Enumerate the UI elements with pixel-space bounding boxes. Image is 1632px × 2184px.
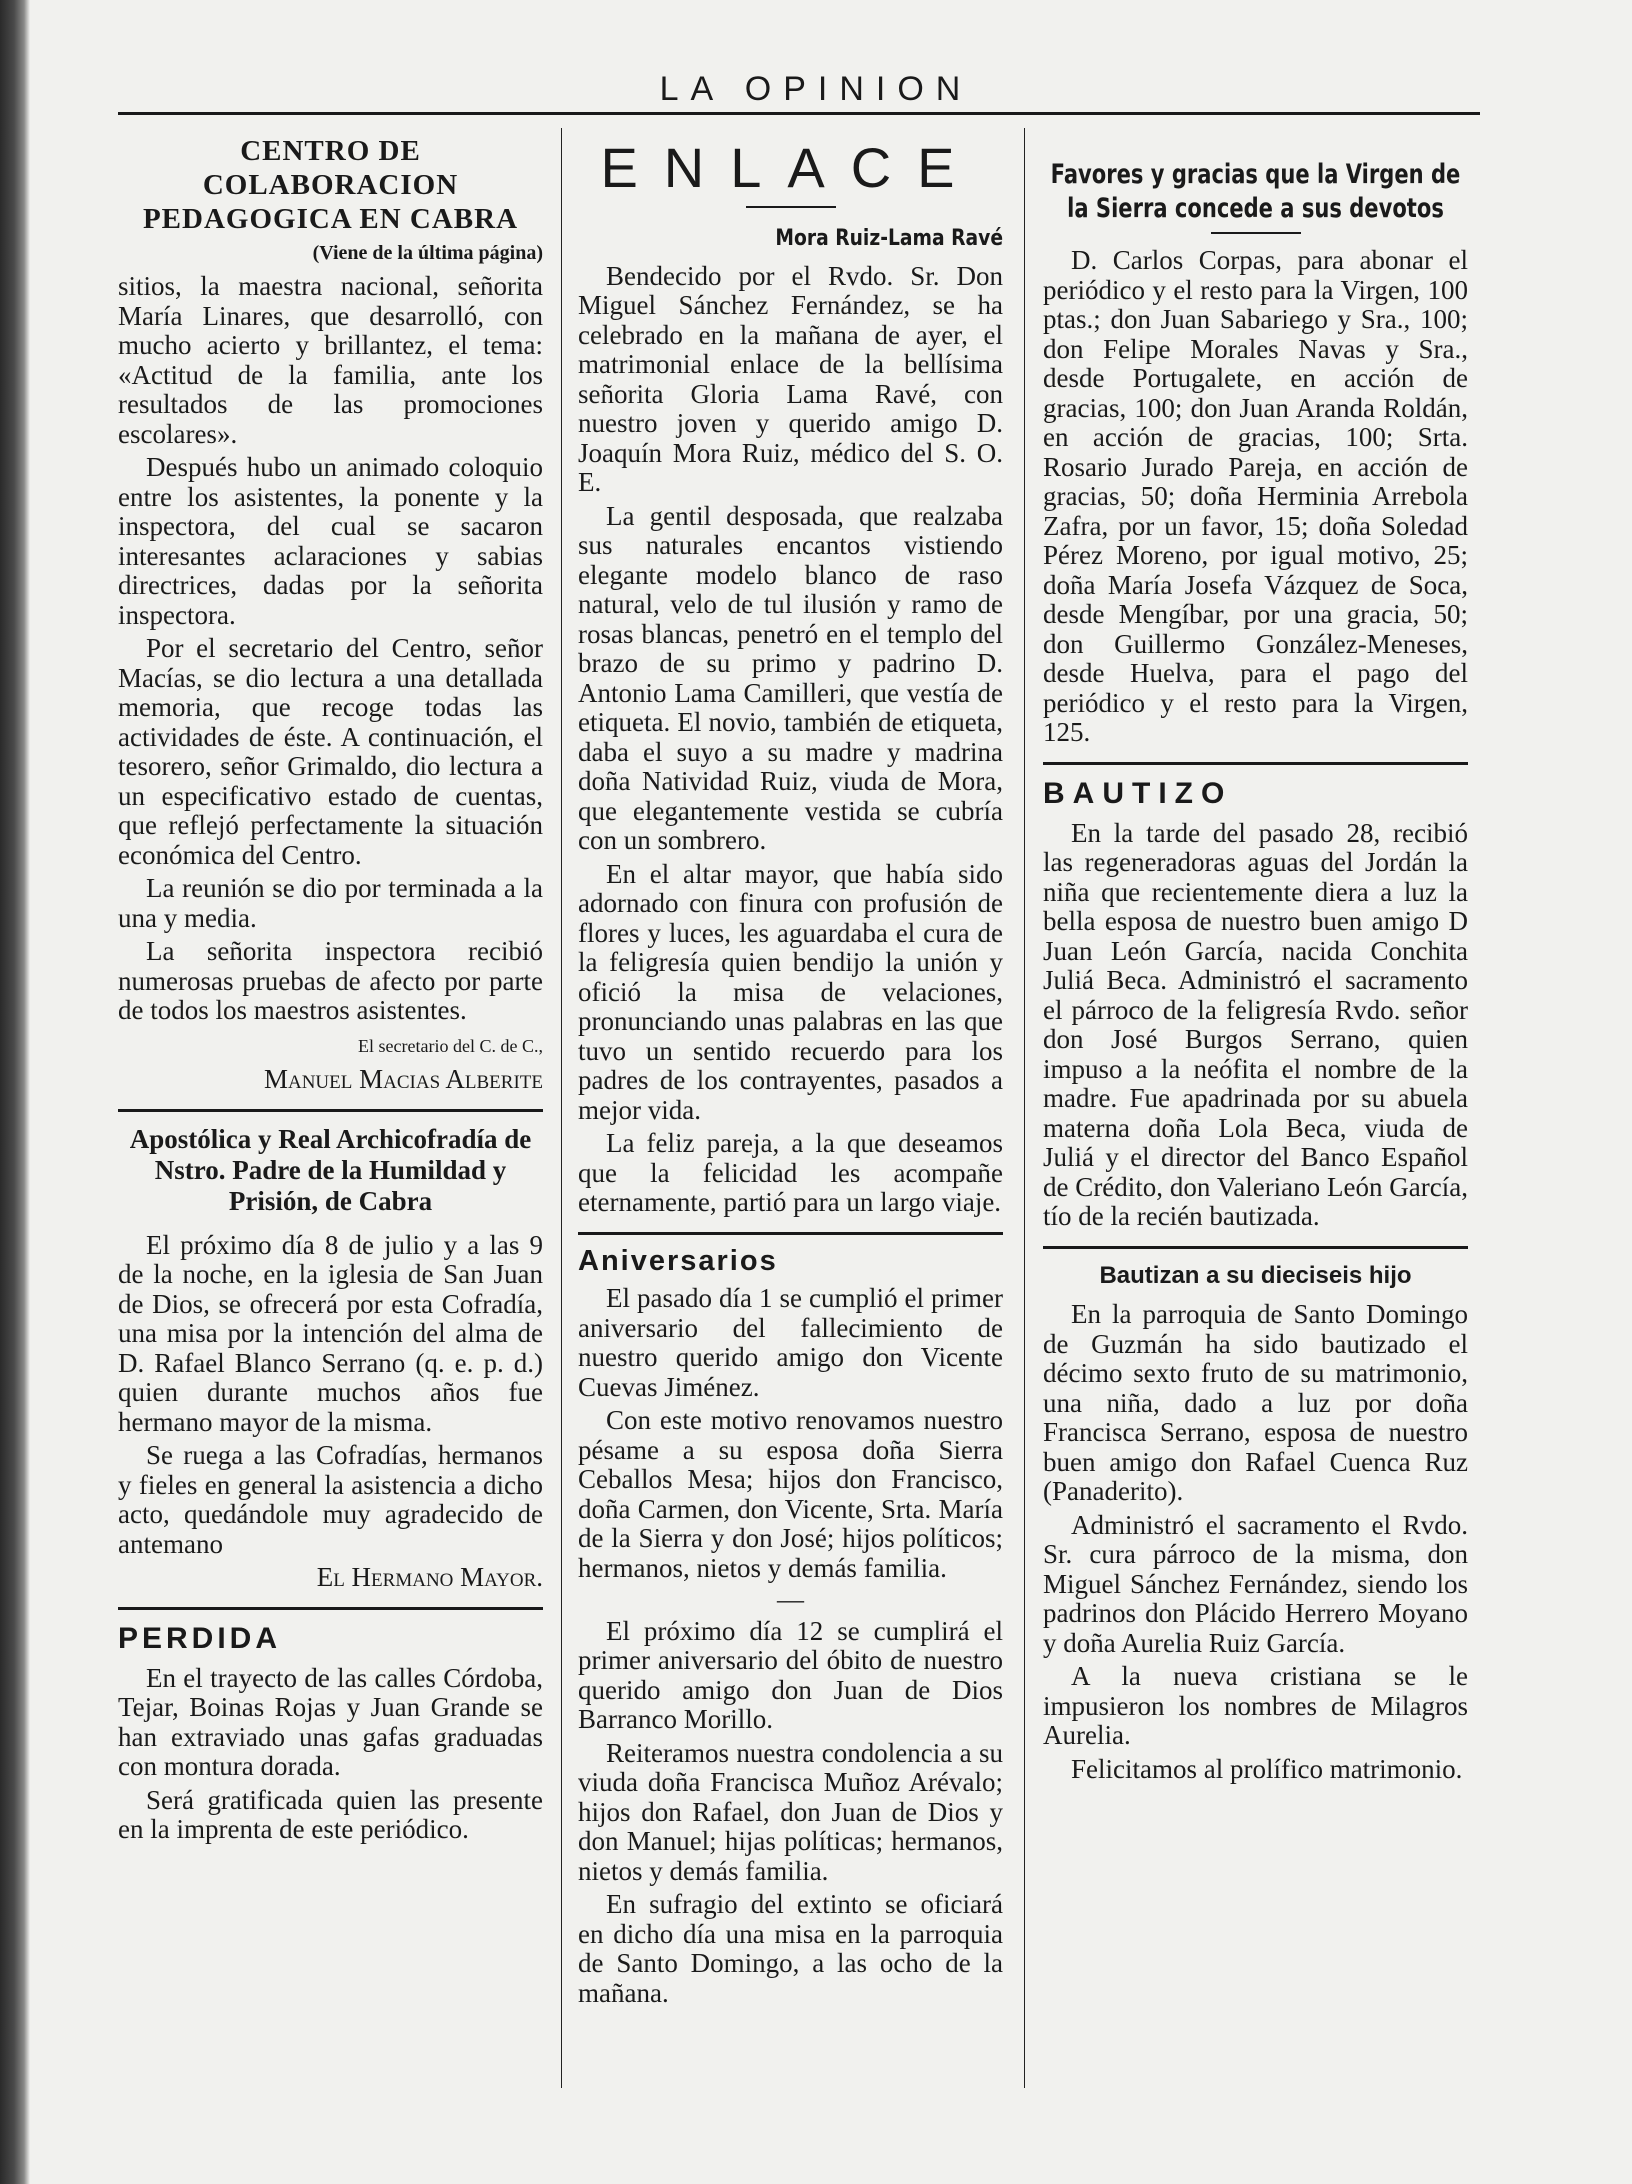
article-body-cofradia (118, 1231, 543, 1560)
column-divider (561, 128, 562, 2088)
paragraph: Después hubo un animado coloquio entre los asistentes, la ponente y la inspectora, del cual se sacaron interesantes aclaraciones y sabias directrices, dadas por la señorita inspectora. (118, 452, 543, 630)
separator-dash: — (777, 1584, 804, 1614)
masthead-rule (118, 112, 1480, 115)
page-binding-edge (0, 0, 30, 2184)
article-body-bautizan (1043, 1300, 1468, 1784)
paragraph: Será gratificada quien las presente en la imprenta de este periódico. (118, 1784, 543, 1844)
title-underline (1211, 232, 1301, 234)
column-middle (578, 128, 1003, 2008)
column-left (118, 128, 543, 1845)
paragraph: D. Carlos Corpas, para abonar el periódico y el resto para la Virgen, 100 ptas.; don Juan Sabariego y Sra., 100; don Felipe Morales Navas y Sra., desde Portugalete, en acción de gracias, 100; don Juan Aranda Roldán, en acción de gracias, 100; Srta. Rosario Jurado Pareja, en acción de gracias, 50; doña Herminia Arrebola Zafra, por un favor, 15; doña Soledad Pérez Moreno, por igual motivo, 25; doña María Josefa Vázquez de Soca, desde Mengíbar, por una gracia, 50; don Guillermo González-Meneses, desde Huelva, para el pago del periódico y el resto para la Virgen, 125. (1043, 245, 1468, 747)
article-subtitle-enlace: Mora Ruiz-Lama Ravé (775, 226, 1003, 251)
paragraph: La feliz pareja, a la que deseamos que la felicidad les acompañe eternamente, partió para un largo viaje. (578, 1128, 1003, 1217)
paragraph: Bendecido por el Rvdo. Sr. Don Miguel Sánchez Fernández, se ha celebrado en la mañana de ayer, el matrimonial enlace de la bellísima señorita Gloria Lama Ravé, con nuestro joven y querido amigo D. Joaquín Mora Ruiz, médico del S. O. E. (578, 260, 1003, 497)
paragraph: Con este motivo renovamos nuestro pésame a su esposa doña Sierra Ceballos Mesa; hijos don Francisco, doña Carmen, don Vicente, Srta. María de la Sierra y don José; hijos políticos; hermanos, nietos y demás familia. (578, 1405, 1003, 1583)
paragraph: A la nueva cristiana se le impusieron los nombres de Milagros Aurelia. (1043, 1661, 1468, 1750)
article-title-enlace: ENLACE (600, 136, 981, 199)
masthead: LA OPINION (659, 70, 973, 108)
paragraph: En la parroquia de Santo Domingo de Guzmán ha sido bautizado el décimo sexto fruto de su matrimonio, una niña, dado a luz por doña Francisca Serrano, esposa de nuestro buen amigo don Rafael Cuenca Ruz (Panaderito). (1043, 1299, 1468, 1506)
section-rule (118, 1607, 543, 1610)
title-underline (746, 206, 836, 208)
paragraph: La señorita inspectora recibió numerosas pruebas de afecto por parte de todos los maestros asistentes. (118, 936, 543, 1025)
paragraph: En el trayecto de las calles Córdoba, Tejar, Boinas Rojas y Juan Grande se han extraviado unas gafas graduadas con montura dorada. (118, 1662, 543, 1781)
signature-name: El Hermano Mayor. (316, 1562, 543, 1592)
section-rule (578, 1232, 1003, 1235)
paragraph: El pasado día 1 se cumplió el primer aniversario del fallecimiento de nuestro querido amigo don Vicente Cuevas Jiménez. (578, 1283, 1003, 1402)
paragraph: En la tarde del pasado 28, recibió las regeneradoras aguas del Jordán la niña que recientemente diera a luz la bella esposa de nuestro buen amigo D Juan León García, nacida Conchita Juliá Beca. Administró el sacramento el párroco de la feligresía Rvdo. señor don José Burgos Serrano, quien impuso a la neófita el nombre de la madre. Fue apadrinada por su abuela materna doña Lola Beca, viuda de Juliá y el director del Banco Español de Crédito, don Valeriano León García, tío de la recién bautizada. (1043, 817, 1468, 1231)
column-right (1043, 128, 1468, 1784)
paragraph: sitios, la maestra nacional, señorita María Linares, que desarrolló, con mucho acierto y brillantez, el tema: «Actitud de la familia, ante los resultados de las promociones escolares». (118, 271, 543, 449)
section-rule (1043, 762, 1468, 765)
paragraph: El próximo día 12 se cumplirá el primer aniversario del óbito de nuestro querido amigo don Juan de Dios Barranco Morillo. (578, 1615, 1003, 1734)
signature-name: Manuel Macias Alberite (263, 1064, 543, 1094)
article-title-centro: CENTRO DE COLABORACION PEDAGOGICA EN CABRA (142, 135, 519, 235)
paragraph: Se ruega a las Cofradías, hermanos y fieles en general la asistencia a dicho acto, quedándole muy agradecido de antemano (118, 1440, 543, 1559)
paragraph: Reiteramos nuestra condolencia a su viuda doña Francisca Muñoz Arévalo; hijos don Rafael, don Juan de Dios y don Manuel; hijas políticas; hermanos, nietos y demás familia. (578, 1737, 1003, 1886)
paragraph: La gentil desposada, que realzaba sus naturales encantos vistiendo elegante modelo blanco de raso natural, velo de tul ilusión y ramo de rosas blancas, penetró en el templo del brazo de su primo y padrino D. Antonio Lama Camilleri, que vestía de etiqueta. El novio, también de etiqueta, daba el suyo a su madre y madrina doña Natividad Ruiz, viuda de Mora, que elegantemente vestida se cubría con un sombrero. (578, 500, 1003, 855)
article-title-favores: Favores y gracias que la Virgen de la Sierra concede a sus devotos (1050, 159, 1461, 224)
article-title-aniversarios: Aniversarios (578, 1244, 778, 1277)
article-title-bautizan: Bautizan a su dieciseis hijo (1099, 1261, 1412, 1289)
article-body-centro (118, 272, 543, 1026)
paragraph: El próximo día 8 de julio y a las 9 de la noche, en la iglesia de San Juan de Dios, se ofrecerá por esta Cofradía, una misa por la intención del alma de D. Rafael Blanco Serrano (q. e. p. d.) quien durante muchos años fue hermano mayor de la misma. (118, 1229, 543, 1437)
article-subtitle-centro: (Viene de la última página) (312, 242, 543, 264)
article-title-cofradia: Apostólica y Real Archicofradía de Nstro. Padre de la Humildad y Prisión, de Cabra (129, 1123, 532, 1216)
paragraph: En el altar mayor, que había sido adornado con finura con profusión de flores y luces, les aguardaba el cura de la feligresía quien bendijo la unión y ofició la misa de velaciones, pronunciando unas palabras en las que tuvo un sentido recuerdo para los padres de los contrayentes, pasados a mejor vida. (578, 858, 1003, 1125)
article-title-perdida: PERDIDA (118, 1621, 282, 1655)
article-body-bautizo (1043, 819, 1468, 1232)
paragraph: Administró el sacramento el Rvdo. Sr. cura párroco de la misma, don Miguel Sánchez Fernández, siendo los padrinos don Plácido Herrero Moyano y doña Aurelia Ruiz García. (1043, 1509, 1468, 1658)
paragraph: En sufragio del extinto se oficiará en dicho día una misa en la parroquia de Santo Domingo, a las ocho de la mañana. (578, 1889, 1003, 2008)
article-body-aniversarios (578, 1284, 1003, 2008)
paragraph: La reunión se dio por terminada a la una y media. (118, 873, 543, 933)
paragraph: Felicitamos al prolífico matrimonio. (1071, 1753, 1463, 1784)
paragraph: Por el secretario del Centro, señor Macías, se dio lectura a una detallada memoria, que recoge todas las actividades de éste. A continuación, el tesorero, señor Grimaldo, dio lectura a un especificativo estado de cuentas, que reflejó perfectamente la situación económica del Centro. (118, 633, 543, 870)
article-title-bautizo: BAUTIZO (1043, 776, 1233, 810)
article-body-enlace (578, 262, 1003, 1218)
signature-label: El secretario del C. de C., (358, 1035, 543, 1056)
article-body-perdida (118, 1664, 543, 1845)
column-divider (1024, 128, 1025, 2088)
section-rule (1043, 1246, 1468, 1249)
article-body-favores (1043, 246, 1468, 748)
section-rule (118, 1109, 543, 1112)
